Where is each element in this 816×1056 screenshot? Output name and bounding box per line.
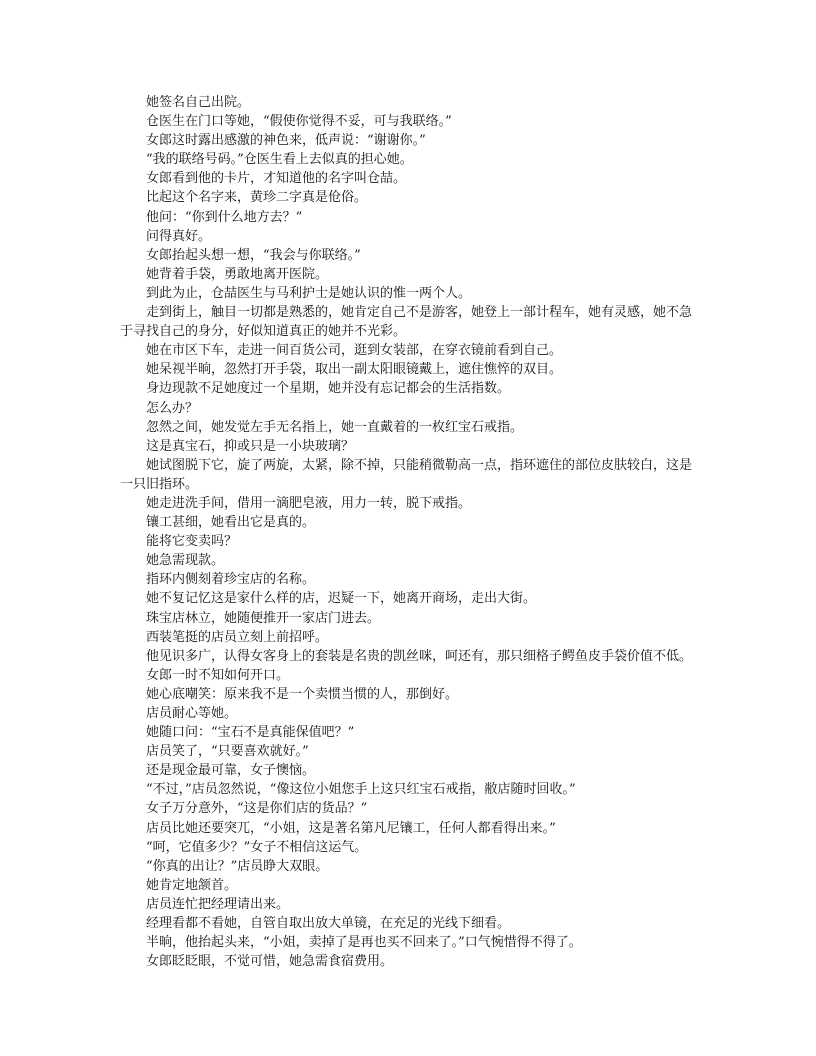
paragraph: 走到街上，触目一切都是熟悉的，她肯定自己不是游客，她登上一部计程车，她有灵感，她不急于寻找自己的身分，好似知道真正的她并不光彩。: [120, 305, 693, 340]
paragraph: 镶工甚细，她看出它是真的。: [146, 515, 316, 531]
paragraph: 怎么办？: [146, 400, 199, 416]
paragraph: “你真的出让？”店员睁大双眼。: [146, 858, 329, 874]
paragraph: 问得真好。: [146, 228, 212, 244]
paragraph: “我的联络号码。”仓医生看上去似真的担心她。: [146, 152, 413, 168]
paragraph: 她肯定地颔首。: [146, 877, 238, 893]
paragraph: 经理看都不看她，自管自取出放大单镜，在充足的光线下细看。: [146, 916, 511, 932]
paragraph: 忽然之间，她发觉左手无名指上，她一直戴着的一枚红宝石戒指。: [146, 419, 524, 435]
paragraph: 这是真宝石，抑或只是一小块玻璃？: [146, 438, 355, 454]
paragraph: 女郎抬起头想一想，“我会与你联络。”: [146, 247, 361, 263]
paragraph: 店员笑了，“只要喜欢就好。”: [146, 744, 309, 760]
paragraph: 女郎眨眨眼，不觉可惜，她急需食宿费用。: [146, 954, 394, 970]
paragraph: 她心底嘲笑：原来我不是一个卖惯当惯的人，那倒好。: [146, 686, 459, 702]
paragraph: 店员耐心等她。: [146, 706, 238, 721]
paragraph: “呵，它值多少？”女子不相信这运气。: [146, 839, 368, 855]
paragraph: 她签名自己出院。: [146, 95, 251, 110]
paragraph: 她走进洗手间，借用一滴肥皂液，用力一转，脱下戒指。: [146, 495, 472, 511]
paragraph: 半晌，他抬起头来，“小姐，卖掉了是再也买不回来了。”口气惋惜得不得了。: [146, 935, 582, 951]
paragraph: 她随口问：“宝石不是真能保值吧？”: [146, 725, 355, 741]
paragraph: 女子万分意外，“这是你们店的货品？”: [146, 801, 368, 817]
paragraph: 她急需现款。: [146, 553, 225, 569]
paragraph: 能将它变卖吗？: [146, 534, 238, 550]
paragraph: 珠宝店林立，她随便推开一家店门进去。: [146, 610, 381, 626]
paragraph: 身边现款不足她度过一个星期，她并没有忘记都会的生活指数。: [146, 381, 511, 397]
paragraph: 仓医生在门口等她，“假使你觉得不妥，可与我联络。”: [146, 114, 452, 130]
paragraph: 女郎一时不知如何开口。: [146, 667, 290, 683]
paragraph: 比起这个名字来，黄珍二字真是伧俗。: [146, 190, 368, 206]
paragraph: 西装笔挺的店员立刻上前招呼。: [146, 629, 329, 645]
paragraph: 她不复记忆这是家什么样的店，迟疑一下，她离开商场，走出大街。: [146, 591, 537, 607]
paragraph: 她呆视半晌，忽然打开手袋，取出一副太阳眼镜戴上，遮住憔悴的双目。: [146, 362, 563, 378]
paragraph: 到此为止，仓喆医生与马利护士是她认识的惟一两个人。: [146, 285, 472, 301]
paragraph: 女郎这时露出感激的神色来，低声说：“谢谢你。”: [146, 133, 426, 149]
paragraph: 女郎看到他的卡片，才知道他的名字叫仓喆。: [146, 171, 407, 187]
paragraph: 店员连忙把经理请出来。: [146, 896, 290, 912]
paragraph: 她试图脱下它，旋了两旋，太紧，除不掉，只能稍微勒高一点，指环遮住的部位皮肤较白，这是一只旧指环。: [120, 457, 693, 492]
paragraph: 指环内侧刻着珍宝店的名称。: [146, 572, 316, 588]
paragraph: 店员比她还要突兀，“小姐，这是著名第凡尼镶工，任何人都看得出来。”: [146, 820, 556, 836]
paragraph: 她在市区下车，走进一间百货公司，逛到女装部，在穿衣镜前看到自己。: [146, 343, 563, 359]
paragraph: 她背着手袋，勇敢地离开医院。: [146, 266, 329, 282]
paragraph: “不过，”店员忽然说，“像这位小姐您手上这只红宝石戒指，敝店随时回收。”: [146, 782, 576, 798]
paragraph: 他见识多广，认得女客身上的套装是名贵的凯丝咪，呵还有，那只细格子鳄鱼皮手袋价值不低。: [146, 648, 693, 664]
paragraph: 还是现金最可靠，女子懊恼。: [146, 763, 316, 779]
document-body: [120, 93, 700, 971]
paragraph: 他问：“你到什么地方去？”: [146, 209, 303, 225]
